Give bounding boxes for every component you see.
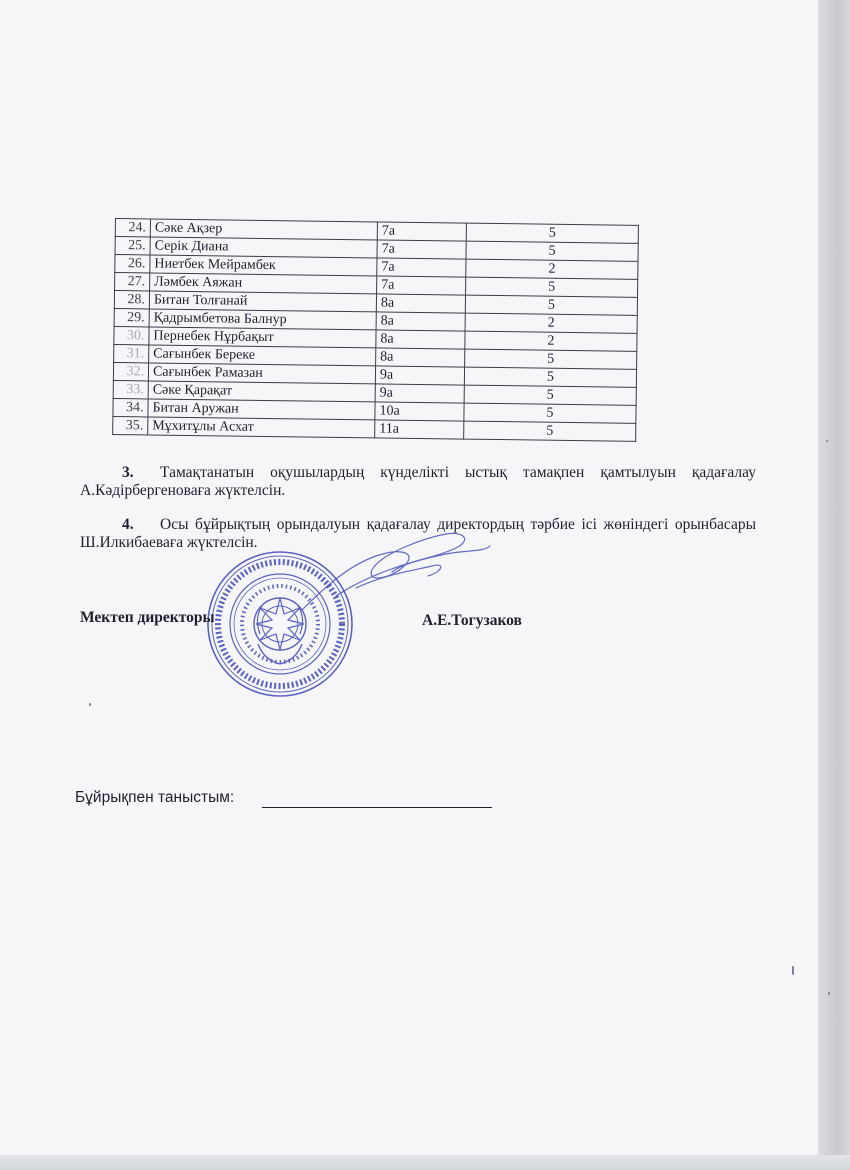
student-grade: 5	[465, 295, 637, 315]
scan-speck	[826, 440, 828, 442]
director-signature-icon	[296, 526, 496, 616]
student-grade: 5	[464, 403, 636, 423]
scan-edge	[818, 0, 850, 1170]
scan-speck	[828, 992, 830, 995]
row-number: 24.	[115, 219, 150, 237]
students-table-body	[113, 219, 639, 442]
student-grade: 5	[464, 367, 636, 387]
row-number: 26.	[115, 255, 150, 273]
acknowledgement-signature-line	[262, 807, 492, 808]
paragraph-4-text: Осы бұйрықтың орындалуын қадағалау директордың тәрбие ісі жөніндегі орынбасары Ш.Илкибаеваға жүктелсін.	[80, 516, 756, 551]
paragraph-4-number: 4.	[122, 516, 134, 533]
row-number: 28.	[114, 291, 149, 309]
student-class: 8а	[376, 294, 465, 313]
student-name: Сәке Ақзер	[150, 219, 377, 240]
row-number: 31.	[114, 344, 149, 362]
scan-speck	[89, 703, 91, 706]
director-name: А.Е.Тогузаков	[422, 612, 522, 629]
student-grade: 5	[466, 223, 638, 243]
student-name: Битан Аружан	[148, 399, 375, 420]
student-name: Мұхитұлы Асхат	[148, 417, 375, 438]
scan-speck	[792, 966, 794, 975]
student-name: Сағынбек Береке	[149, 345, 376, 366]
row-number: 34.	[113, 398, 148, 416]
student-grade: 2	[465, 313, 637, 333]
student-name: Битан Толғанай	[149, 291, 376, 312]
student-class: 7а	[377, 258, 466, 277]
student-class: 8а	[376, 348, 465, 367]
student-class: 7а	[377, 276, 466, 295]
paragraph-3-number: 3.	[122, 464, 134, 481]
student-name: Пернебек Нұрбақыт	[149, 327, 376, 348]
student-class: 7а	[377, 222, 466, 241]
row-number: 27.	[115, 273, 150, 291]
student-class: 7а	[377, 240, 466, 259]
student-grade: 5	[465, 349, 637, 369]
row-number: 35.	[113, 416, 148, 434]
paragraph-3-text: Тамақтанатын оқушылардың күнделікті ыстық тамақпен қамтылуын қадағалау А.Кәдірбергеноваға жүктелсін.	[80, 464, 756, 499]
student-class: 9а	[375, 366, 464, 385]
student-grade: 5	[466, 241, 638, 261]
director-title: Мектеп директоры	[80, 609, 215, 626]
student-name: Сағынбек Рамазан	[148, 363, 375, 384]
row-number: 32.	[113, 362, 148, 380]
student-name: Ләмбек Аяжан	[150, 273, 377, 294]
row-number: 33.	[113, 380, 148, 398]
student-grade: 2	[465, 331, 637, 351]
student-class: 9а	[375, 384, 464, 403]
scan-bottom-edge	[0, 1155, 850, 1170]
student-class: 8а	[376, 330, 465, 349]
student-class: 11а	[375, 420, 464, 439]
student-grade: 5	[466, 277, 638, 297]
student-class: 8а	[376, 312, 465, 331]
row-number: 30.	[114, 326, 149, 344]
row-number: 25.	[115, 237, 150, 255]
student-name: Ниетбек Мейрамбек	[150, 255, 377, 276]
paragraph-3	[80, 464, 756, 500]
student-name: Қадрымбетова Балнур	[149, 309, 376, 330]
student-grade: 2	[466, 259, 638, 279]
student-grade: 5	[464, 385, 636, 405]
student-name: Сәке Қарақат	[148, 381, 375, 402]
acknowledgement-label: Бұйрықпен таныстым:	[75, 789, 235, 806]
students-table	[112, 218, 639, 442]
student-name: Серік Диана	[150, 237, 377, 258]
student-grade: 5	[464, 421, 636, 441]
row-number: 29.	[114, 308, 149, 326]
student-class: 10а	[375, 402, 464, 421]
